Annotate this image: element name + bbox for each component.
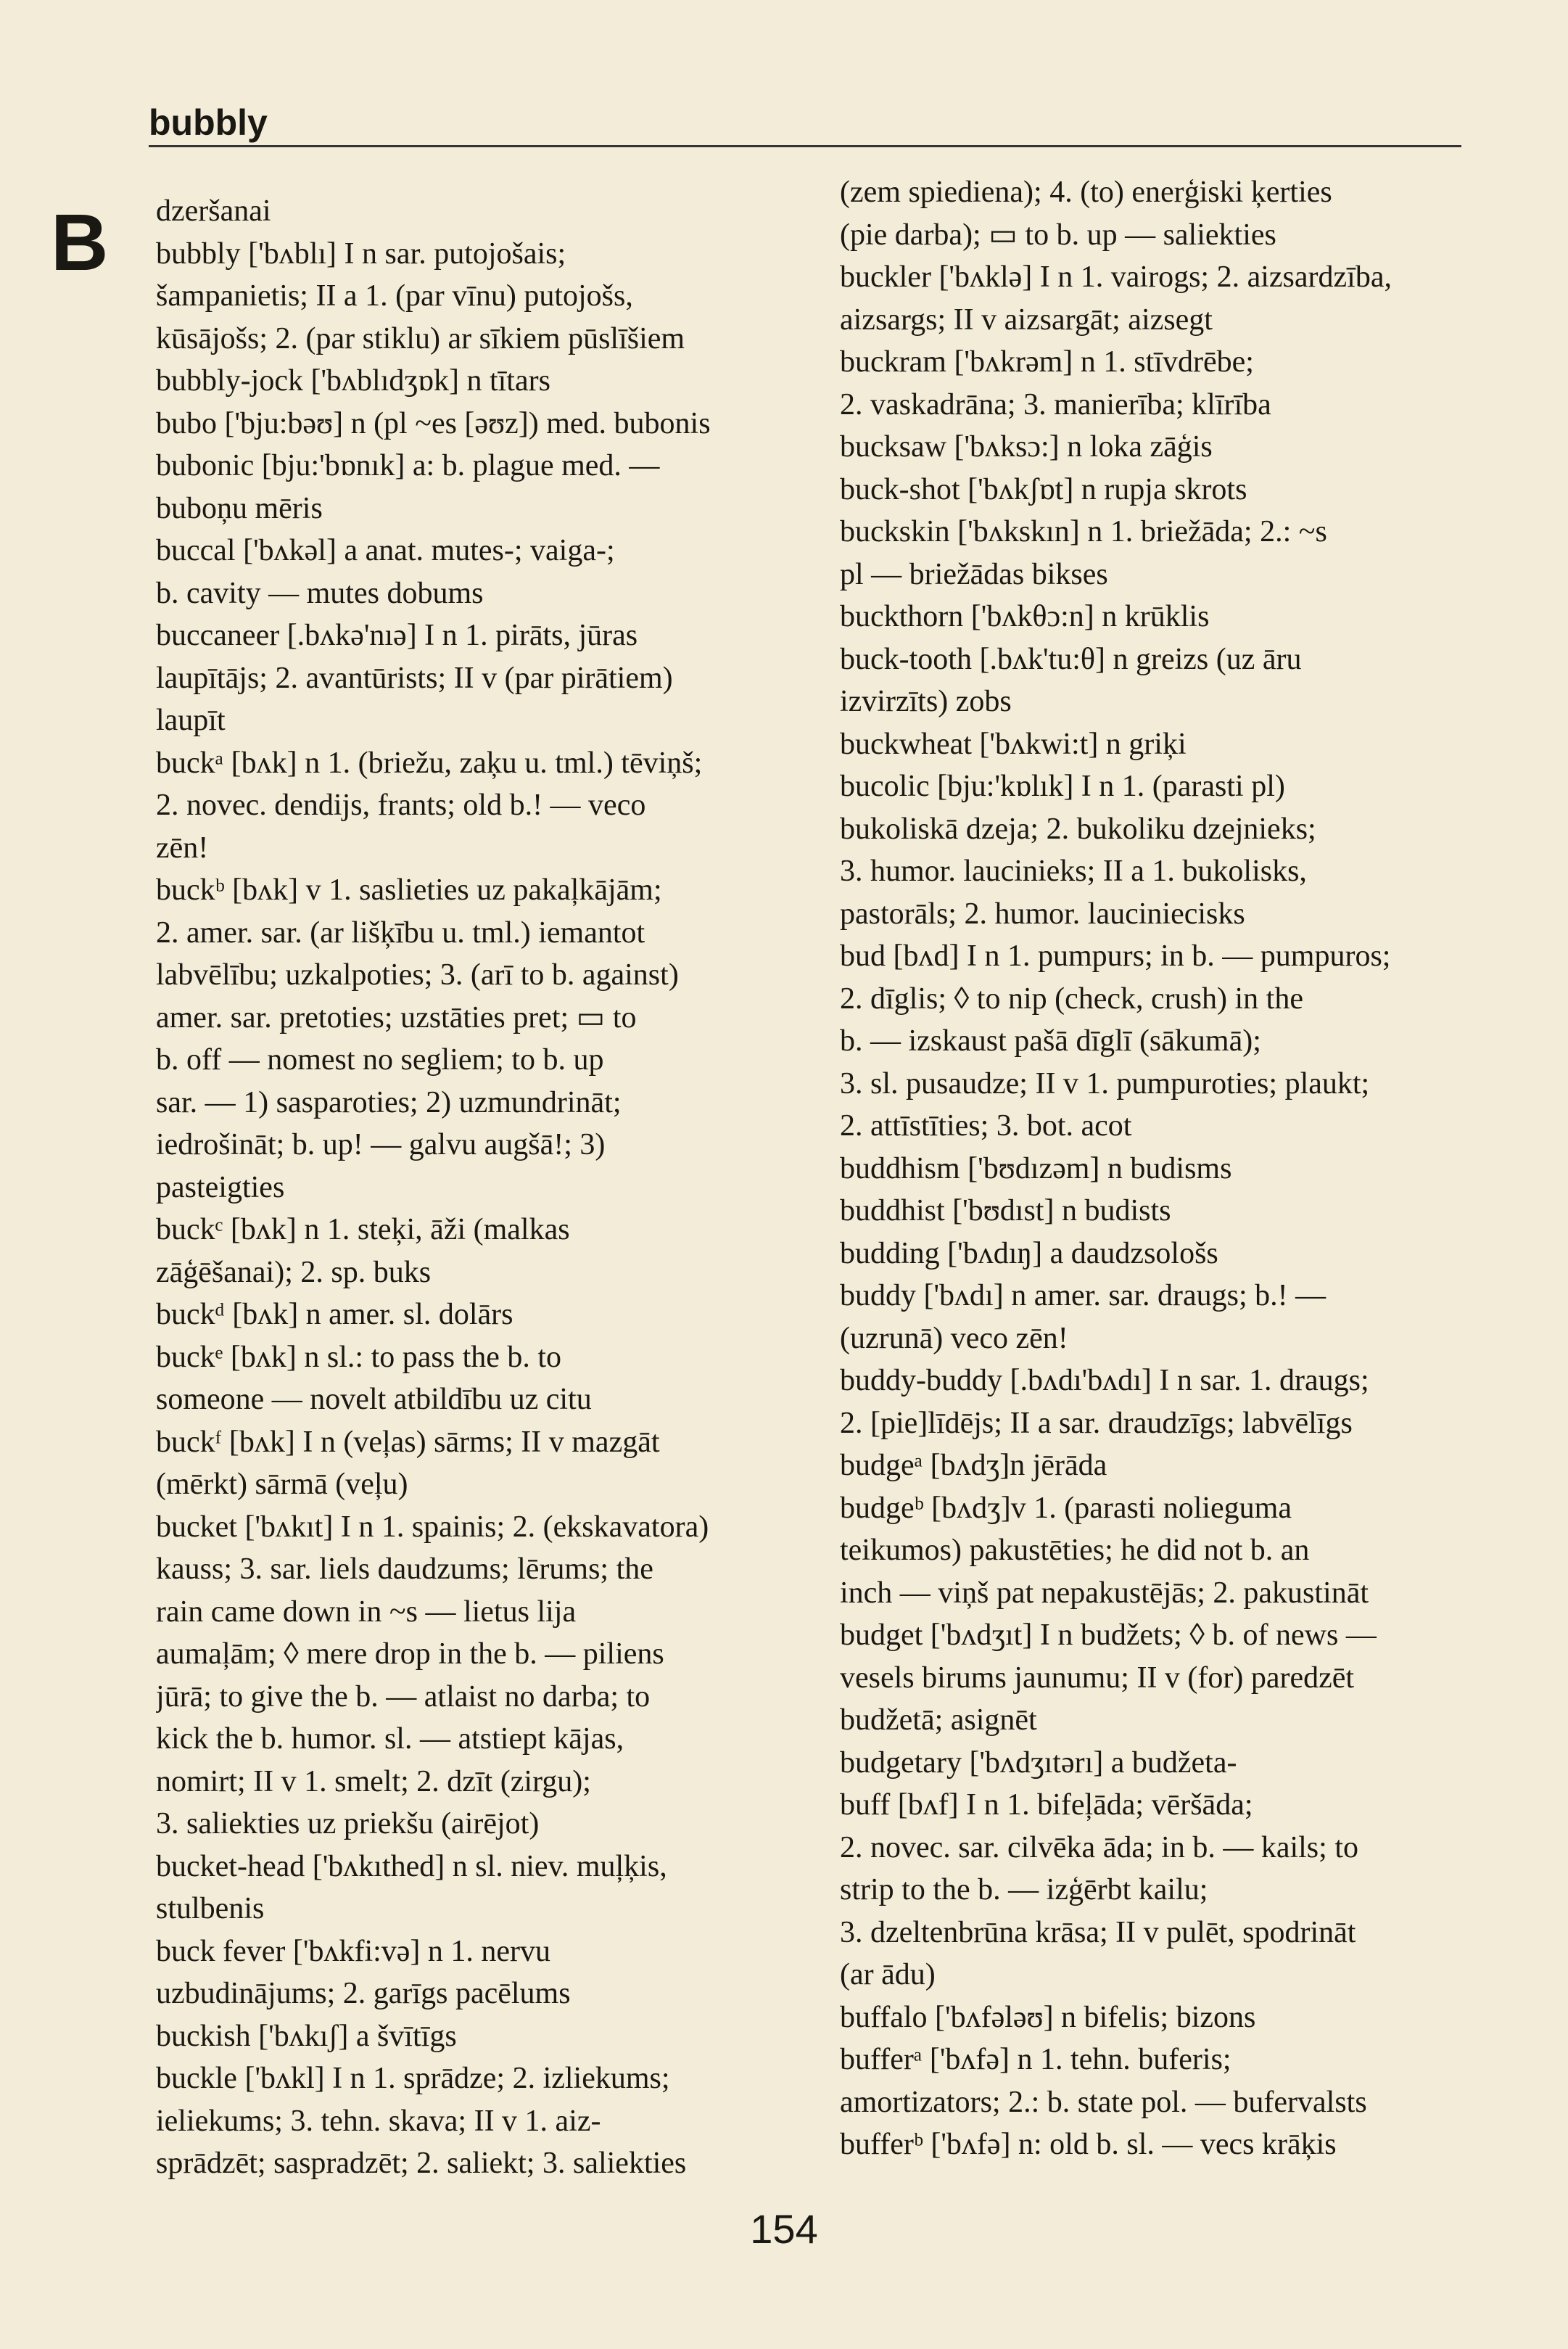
dictionary-line: bucket ['bʌkıt] I n 1. spainis; 2. (ekskavatora): [156, 1510, 709, 1544]
dictionary-line: izvirzīts) zobs: [840, 685, 1012, 718]
dictionary-line: 3. dzeltenbrūna krāsa; II v pulēt, spodrināt: [840, 1915, 1356, 1949]
dictionary-line: b. off — nomest no segliem; to b. up: [156, 1043, 604, 1077]
dictionary-line: 3. sl. pusaudze; II v 1. pumpuroties; plaukt;: [840, 1066, 1370, 1101]
dictionary-line: aizsargs; II v aizsargāt; aizsegt: [840, 303, 1213, 337]
dictionary-line: buckskin ['bʌkskın] n 1. briežāda; 2.: ~s: [840, 515, 1327, 548]
dictionary-line: buck fever ['bʌkfi:və] n 1. nervu: [156, 1934, 551, 1968]
dictionary-line: zēn!: [156, 831, 209, 865]
dictionary-line: buckle ['bʌkl] I n 1. sprādze; 2. izliekums;: [156, 2062, 670, 2095]
dictionary-line: pasteigties: [156, 1170, 285, 1204]
dictionary-line: laupītājs; 2. avantūrists; II v (par pirātiem): [156, 661, 673, 695]
dictionary-line: bubbly-jock ['bʌblıdʒɒk] n tītars: [156, 364, 550, 398]
dictionary-line: 2. novec. sar. cilvēka āda; in b. — kails; to: [840, 1830, 1358, 1864]
dictionary-line: buckᵉ [bʌk] n sl.: to pass the b. to: [156, 1340, 562, 1374]
dictionary-line: buckwheat ['bʌkwi:t] n griķi: [840, 727, 1187, 761]
dictionary-line: buccaneer [.bʌkə'nıə] I n 1. pirāts, jūras: [156, 619, 638, 652]
dictionary-line: buddy-buddy [.bʌdı'bʌdı] I n sar. 1. draugs;: [840, 1364, 1369, 1397]
dictionary-line: (uzrunā) veco zēn!: [840, 1321, 1068, 1355]
dictionary-line: buddy ['bʌdı] n amer. sar. draugs; b.! —: [840, 1279, 1326, 1312]
dictionary-line: buckthorn ['bʌkθɔ:n] n krūklis: [840, 600, 1210, 633]
dictionary-line: bukoliskā dzeja; 2. bukoliku dzejnieks;: [840, 812, 1316, 846]
dictionary-line: kauss; 3. sar. liels daudzums; lērums; the: [156, 1552, 653, 1586]
dictionary-line: buddhist ['bʊdıst] n budists: [840, 1194, 1171, 1227]
dictionary-line: buckᶜ [bʌk] n 1. steķi, āži (malkas: [156, 1213, 570, 1246]
dictionary-line: 2. novec. dendijs, frants; old b.! — veco: [156, 789, 646, 822]
dictionary-line: kick the b. humor. sl. — atstiept kājas,: [156, 1722, 624, 1756]
dictionary-line: (ar ādu): [840, 1958, 936, 1991]
dictionary-line: bubbly ['bʌblı] I n sar. putojošais;: [156, 236, 566, 271]
dictionary-line: amortizators; 2.: b. state pol. — bufervalsts: [840, 2085, 1367, 2119]
dictionary-line: 2. [pie]līdējs; II a sar. draudzīgs; labvēlīgs: [840, 1406, 1353, 1440]
dictionary-line: sprādzēt; saspradzēt; 2. saliekt; 3. saliekties: [156, 2147, 687, 2180]
page-number: 154: [750, 2206, 818, 2252]
dictionary-line: buck-tooth [.bʌk'tu:θ] n greizs (uz āru: [840, 642, 1302, 676]
dictionary-line: buckish ['bʌkıʃ] a švītīgs: [156, 2019, 457, 2053]
dictionary-line: budding ['bʌdıŋ] a daudzsološs: [840, 1236, 1218, 1270]
dictionary-line: amer. sar. pretoties; uzstāties pret; ▭ to: [156, 1000, 637, 1034]
dictionary-line: pastorāls; 2. humor. lauciniecisks: [840, 897, 1245, 931]
dictionary-line: buboņu mēris: [156, 491, 323, 525]
dictionary-line: buccal ['bʌkəl] a anat. mutes-; vaiga-;: [156, 534, 615, 567]
dictionary-line: bubonic [bju:'bɒnık] a: b. plague med. —: [156, 449, 660, 482]
dictionary-line: kūsājošs; 2. (par stiklu) ar sīkiem pūslīšiem: [156, 321, 685, 355]
dictionary-line: buck-shot ['bʌkʃɒt] n rupja skrots: [840, 472, 1247, 506]
dictionary-line: bubo ['bju:bəʊ] n (pl ~es [əʊz]) med. bubonis: [156, 406, 711, 440]
left-column: [156, 190, 801, 2185]
dictionary-line: budget ['bʌdʒıt] I n budžets; ◊ b. of news —: [840, 1618, 1377, 1652]
dictionary-line: aumaļām; ◊ mere drop in the b. — piliens: [156, 1637, 664, 1671]
dictionary-line: rain came down in ~s — lietus lija: [156, 1595, 577, 1629]
dictionary-line: 3. saliekties uz priekšu (airējot): [156, 1807, 540, 1840]
dictionary-line: (zem spiediena); 4. (to) enerģiski ķerties: [840, 176, 1332, 209]
dictionary-line: b. — izskaust pašā dīglī (sākumā);: [840, 1024, 1261, 1058]
dictionary-line: buckler ['bʌklə] I n 1. vairogs; 2. aizsardzība,: [840, 260, 1392, 294]
dictionary-line: inch — viņš pat nepakustējās; 2. pakustināt: [840, 1576, 1369, 1610]
dictionary-line: buffalo ['bʌfələʊ] n bifelis; bizons: [840, 2000, 1256, 2034]
dictionary-line: ieliekums; 3. tehn. skava; II v 1. aiz-: [156, 2104, 601, 2138]
dictionary-line: teikumos) pakustēties; he did not b. an: [840, 1534, 1310, 1567]
dictionary-line: jūrā; to give the b. — atlaist no darba; to: [156, 1679, 651, 1714]
dictionary-line: šampanietis; II a 1. (par vīnu) putojošs,: [156, 279, 633, 313]
dictionary-line: buckᵇ [bʌk] v 1. saslieties uz pakaļkājām;: [156, 873, 662, 907]
dictionary-line: labvēlību; uzkalpoties; 3. (arī to b. against): [156, 958, 679, 992]
dictionary-line: buckᶠ [bʌk] I n (veļas) sārms; II v mazgāt: [156, 1425, 660, 1459]
dictionary-line: buckram ['bʌkrəm] n 1. stīvdrēbe;: [840, 345, 1254, 379]
dictionary-line: buckᵃ [bʌk] n 1. (briežu, zaķu u. tml.) tēviņš;: [156, 746, 703, 780]
running-head: bubbly: [149, 102, 268, 143]
dictionary-line: budgeᵇ [bʌdʒ]v 1. (parasti nolieguma: [840, 1491, 1292, 1525]
dictionary-line: 2. vaskadrāna; 3. manierība; klīrība: [840, 387, 1271, 421]
dictionary-line: vesels birums jaunumu; II v (for) paredzēt: [840, 1661, 1355, 1695]
dictionary-line: stulbenis: [156, 1892, 265, 1925]
dictionary-line: bufferᵃ ['bʌfə] n 1. tehn. buferis;: [840, 2043, 1231, 2076]
dictionary-line: 2. dīglis; ◊ to nip (check, crush) in the: [840, 982, 1303, 1016]
dictionary-line: 3. humor. laucinieks; II a 1. bukolisks,: [840, 855, 1307, 888]
dictionary-line: bucksaw ['bʌksɔ:] n loka zāģis: [840, 430, 1213, 464]
dictionary-line: zāģēšanai); 2. sp. buks: [156, 1255, 432, 1289]
dictionary-line: b. cavity — mutes dobums: [156, 576, 484, 610]
dictionary-line: bucolic [bju:'kɒlık] I n 1. (parasti pl): [840, 770, 1285, 803]
dictionary-line: sar. — 1) sasparoties; 2) uzmundrināt;: [156, 1085, 622, 1119]
dictionary-line: strip to the b. — izģērbt kailu;: [840, 1873, 1208, 1906]
dictionary-line: someone — novelt atbildību uz citu: [156, 1383, 592, 1416]
dictionary-line: budgetary ['bʌdʒıtərı] a budžeta-: [840, 1745, 1237, 1780]
dictionary-line: dzeršanai: [156, 194, 271, 228]
dictionary-line: bud [bʌd] I n 1. pumpurs; in b. — pumpuros;: [840, 939, 1391, 973]
dictionary-line: 2. attīstīties; 3. bot. acot: [840, 1109, 1132, 1143]
dictionary-line: laupīt: [156, 704, 226, 737]
dictionary-line: nomirt; II v 1. smelt; 2. dzīt (zirgu);: [156, 1764, 591, 1798]
dictionary-line: iedrošināt; b. up! — galvu augšā!; 3): [156, 1128, 606, 1161]
dictionary-line: pl — briežādas bikses: [840, 557, 1108, 591]
dictionary-line: budžetā; asignēt: [840, 1703, 1037, 1737]
thumb-index-letter: B: [51, 198, 109, 287]
header-rule: [149, 145, 1461, 147]
dictionary-line: (pie darba); ▭ to b. up — saliekties: [840, 218, 1276, 252]
dictionary-line: bufferᵇ ['bʌfə] n: old b. sl. — vecs krāķis: [840, 2128, 1337, 2161]
right-column: [840, 171, 1485, 2166]
dictionary-line: buckᵈ [bʌk] n amer. sl. dolārs: [156, 1298, 513, 1331]
dictionary-line: (mērkt) sārmā (veļu): [156, 1468, 408, 1501]
dictionary-line: uzbudinājums; 2. garīgs pacēlums: [156, 1977, 571, 2010]
dictionary-line: buff [bʌf] I n 1. bifeļāda; vēršāda;: [840, 1788, 1253, 1822]
dictionary-line: 2. amer. sar. (ar lišķību u. tml.) iemantot: [156, 916, 645, 950]
dictionary-line: buddhism ['bʊdızəm] n budisms: [840, 1151, 1232, 1185]
dictionary-line: budgeᵃ [bʌdʒ]n jērāda: [840, 1449, 1107, 1482]
dictionary-line: bucket-head ['bʌkıthed] n sl. niev. muļķis,: [156, 1849, 667, 1883]
